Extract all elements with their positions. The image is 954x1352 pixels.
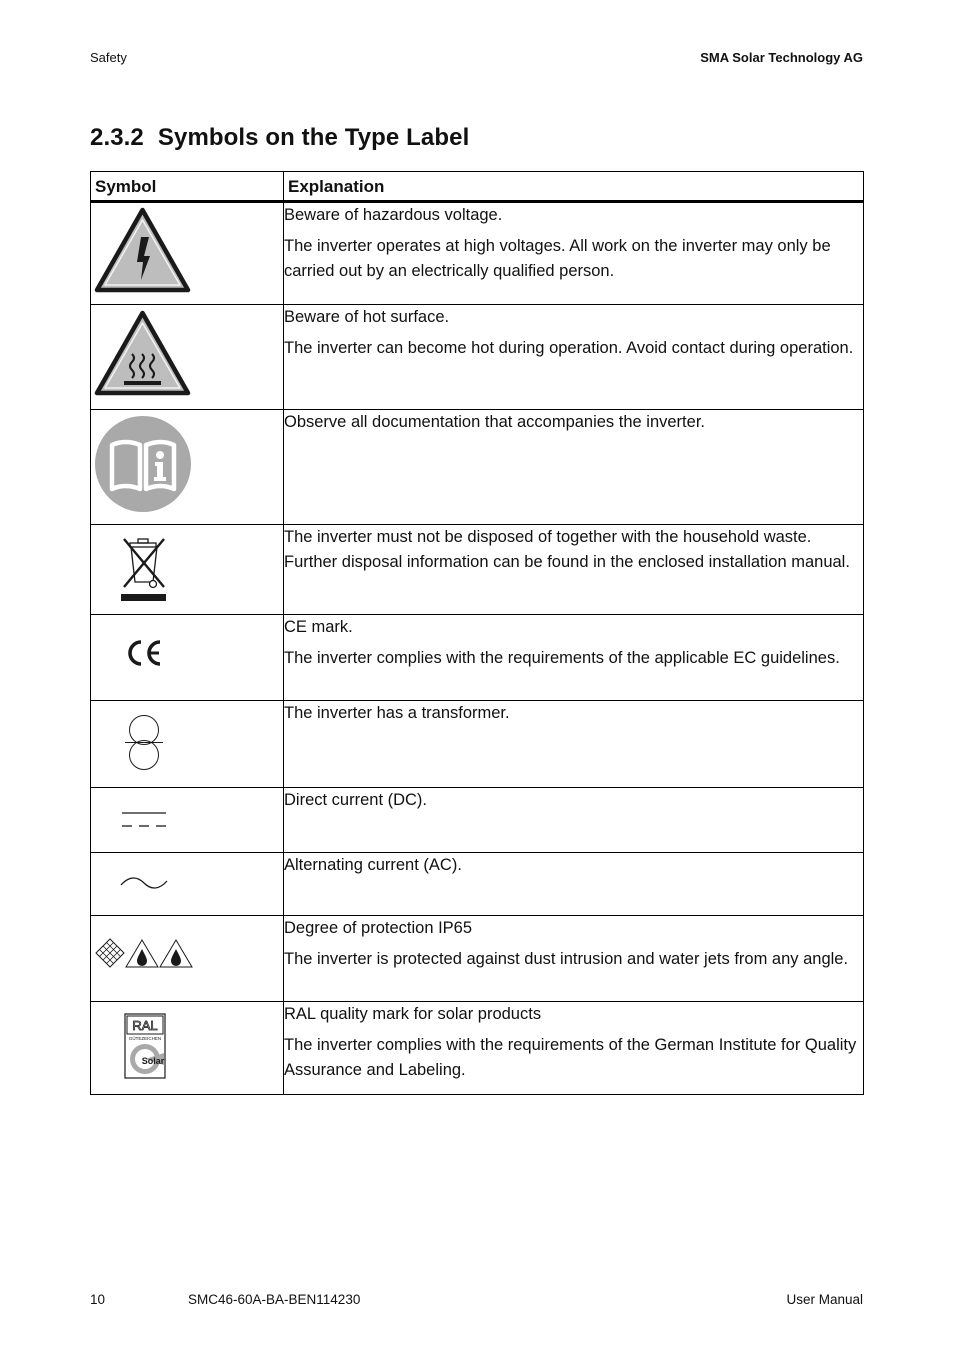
explanation-text: RAL quality mark for solar products (284, 1005, 542, 1023)
ip65-protection-icon (95, 938, 193, 968)
symbol-cell (91, 410, 284, 525)
explanation-text: Beware of hazardous voltage. (284, 206, 503, 224)
explanation-text: Observe all documentation that accompanies the inverter. (284, 413, 705, 431)
symbol-cell (91, 305, 284, 410)
running-header-section: Safety (90, 50, 127, 65)
page-number: 10 (90, 1292, 106, 1307)
explanation-text: The inverter is protected against dust intrusion and water jets from any angle. (284, 950, 849, 968)
observe-documentation-icon (94, 415, 192, 513)
high-voltage-warning-icon (94, 207, 191, 293)
alternating-current-icon (120, 875, 168, 891)
transformer-icon (124, 714, 164, 772)
column-header-symbol: Symbol (91, 172, 284, 202)
explanation-text: The inverter can become hot during operation. Avoid contact during operation. (284, 339, 854, 357)
explanation-cell (284, 788, 864, 853)
symbols-table (90, 171, 864, 1095)
symbol-cell (91, 202, 284, 305)
document-id: SMC46-60A-BA-BEN114230 (188, 1292, 361, 1307)
table-row (91, 788, 864, 853)
explanation-cell (284, 916, 864, 1002)
explanation-cell (284, 202, 864, 305)
explanation-text: Direct current (DC). (284, 791, 428, 809)
section-title (90, 124, 469, 152)
column-header-explanation: Explanation (284, 172, 864, 202)
explanation-text: The inverter must not be disposed of together with the household waste. Further disposal information can be found in the enclosed installation manual. (284, 528, 850, 571)
table-row (91, 701, 864, 788)
explanation-cell (284, 410, 864, 525)
symbol-cell (91, 525, 284, 615)
table-row (91, 1002, 864, 1095)
explanation-text: Beware of hot surface. (284, 308, 450, 326)
svg-text:GÜTEZEICHEN: GÜTEZEICHEN (128, 1036, 162, 1041)
svg-text:Solar: Solar (141, 1056, 165, 1066)
ce-mark-icon (125, 638, 163, 668)
direct-current-icon (121, 810, 167, 830)
explanation-cell (284, 701, 864, 788)
explanation-cell (284, 853, 864, 916)
hot-surface-warning-icon (94, 310, 191, 396)
symbol-cell (91, 701, 284, 788)
table-header-row (91, 172, 864, 202)
table-row (91, 615, 864, 701)
explanation-text: Alternating current (AC). (284, 856, 462, 874)
table-row (91, 525, 864, 615)
svg-text:RAL: RAL (132, 1018, 158, 1033)
explanation-cell (284, 525, 864, 615)
explanation-text: The inverter complies with the requirements of the applicable EC guidelines. (284, 649, 840, 667)
symbol-cell (91, 916, 284, 1002)
symbol-cell (91, 788, 284, 853)
document-type: User Manual (786, 1292, 863, 1307)
section-title-text: Symbols on the Type Label (157, 124, 470, 151)
section-number: 2.3.2 (90, 124, 144, 151)
explanation-text: Degree of protection IP65 (284, 919, 473, 937)
explanation-text: CE mark. (284, 618, 353, 636)
crossed-out-wheelie-bin-icon (120, 535, 168, 603)
explanation-text: The inverter complies with the requirements of the German Institute for Quality Assurance and Labeling. (284, 1036, 857, 1079)
table-row (91, 410, 864, 525)
table-row (91, 853, 864, 916)
table-row (91, 305, 864, 410)
explanation-text: The inverter operates at high voltages. All work on the inverter may only be carried out by an electrically qualified person. (284, 237, 831, 280)
explanation-cell (284, 615, 864, 701)
explanation-cell (284, 1002, 864, 1095)
symbol-cell (91, 615, 284, 701)
table-row (91, 202, 864, 305)
ral-solar-quality-mark-icon (124, 1013, 166, 1079)
symbol-cell (91, 1002, 284, 1095)
table-row (91, 916, 864, 1002)
explanation-cell (284, 305, 864, 410)
explanation-text: The inverter has a transformer. (284, 704, 510, 722)
running-header-company: SMA Solar Technology AG (700, 50, 863, 65)
symbol-cell (91, 853, 284, 916)
